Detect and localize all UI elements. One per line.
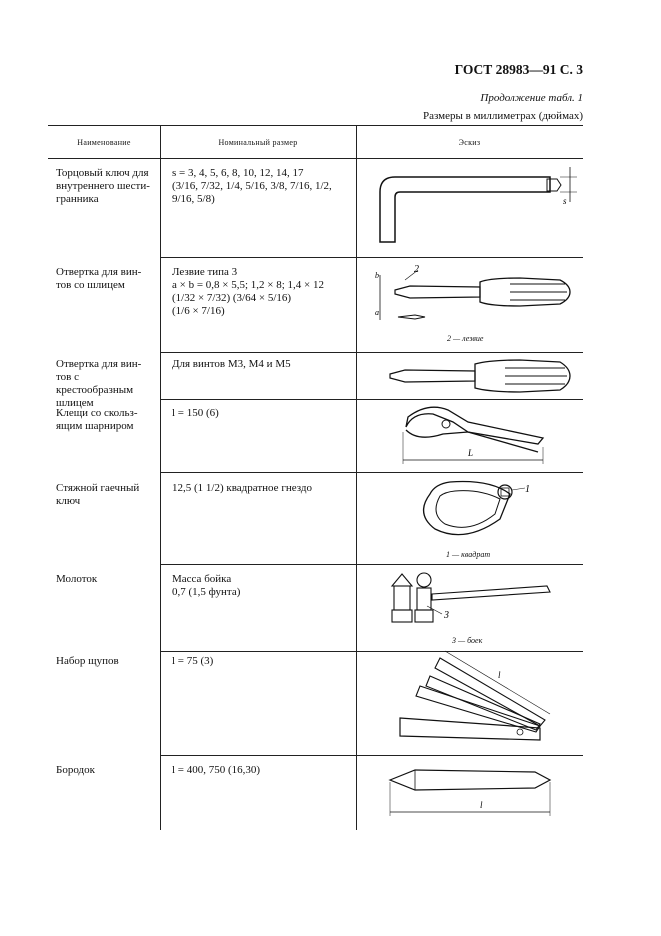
row-name-pliers: Клещи со скольз-ящим шарниром xyxy=(56,407,138,432)
hammer-icon xyxy=(382,566,557,631)
callout-3: 3 xyxy=(444,610,449,621)
row-size-hammer xyxy=(172,573,352,599)
column-divider-1 xyxy=(160,125,161,830)
slip-joint-pliers-icon xyxy=(398,402,558,467)
row-size-feeler-gauges: l = 75 (3) xyxy=(172,655,214,667)
units-note: Размеры в миллиметрах (дюймах) xyxy=(422,110,583,122)
row-separator xyxy=(160,472,583,473)
strap-wrench-icon xyxy=(410,474,550,549)
table-continuation: Продолжение табл. 1 xyxy=(480,92,583,104)
size-line: 9/16, 5/8) xyxy=(172,193,215,205)
drift-punch-icon xyxy=(385,760,560,820)
size-line: a × b = 0,8 × 5,5; 1,2 × 8; 1,4 × 12 xyxy=(172,279,325,291)
size-line: (1/6 × 7/16) xyxy=(172,305,225,317)
hex-key-icon xyxy=(365,162,580,252)
row-name-feeler-gauges: Набор щупов xyxy=(56,655,119,667)
row-name-hex-key: Торцовый ключ для внутреннего шести-гранника xyxy=(56,167,150,205)
row-name-strap-wrench: Стяжной гаечный ключ xyxy=(56,482,140,507)
feeler-gauge-set-icon xyxy=(390,648,555,743)
row-separator xyxy=(160,399,583,400)
caption-striker: 3 — боек xyxy=(452,636,483,645)
row-name-cross-screwdriver: Отвертка для вин-тов с крестообразным шлицем xyxy=(56,358,142,409)
caption-square: 1 — квадрат xyxy=(446,550,491,559)
dim-label-l: l xyxy=(498,670,501,680)
row-separator xyxy=(160,755,583,756)
slotted-screwdriver-icon xyxy=(370,260,575,335)
callout-1: 1 xyxy=(525,484,530,495)
column-header-name: Наименование xyxy=(77,138,131,147)
page-header: ГОСТ 28983—91 С. 3 xyxy=(454,62,583,77)
cross-screwdriver-icon xyxy=(380,356,580,396)
size-line: Лезвие типа 3 xyxy=(172,266,238,278)
size-line: s = 3, 4, 5, 6, 8, 10, 12, 14, 17 xyxy=(172,167,304,179)
row-name-drift-punch: Бородок xyxy=(56,764,95,776)
dim-label-L: L xyxy=(468,448,474,458)
row-name-hammer: Молоток xyxy=(56,573,98,585)
column-divider-2 xyxy=(356,125,357,830)
size-line: (1/32 × 7/32) (3/64 × 5/16) xyxy=(172,292,292,304)
dim-label-l: l xyxy=(480,800,483,810)
column-header-size: Номинальный размер xyxy=(218,138,298,147)
table-top-rule xyxy=(48,125,583,126)
header-bottom-rule xyxy=(48,158,583,159)
dim-label-s: s xyxy=(563,196,567,206)
row-size-hex-key xyxy=(172,167,352,206)
row-size-pliers: l = 150 (6) xyxy=(172,407,219,419)
size-line: 0,7 (1,5 фунта) xyxy=(172,586,241,598)
caption-blade: 2 — лезвие xyxy=(447,334,484,343)
size-line: Масса бойка xyxy=(172,573,232,585)
column-header-sketch: Эскиз xyxy=(458,138,481,147)
size-line: (3/16, 7/32, 1/4, 5/16, 3/8, 7/16, 1/2, xyxy=(172,180,332,192)
row-size-cross-screwdriver: Для винтов M3, M4 и M5 xyxy=(172,358,291,370)
row-size-drift-punch: l = 400, 750 (16,30) xyxy=(172,764,261,776)
row-name-slotted-screwdriver: Отвертка для вин-тов со шлицем xyxy=(56,266,142,291)
dim-label-a: a xyxy=(375,308,379,317)
callout-2: 2 xyxy=(414,264,419,275)
row-size-slotted-screwdriver xyxy=(172,266,352,318)
row-separator xyxy=(160,352,583,353)
dim-label-b: b xyxy=(375,271,379,280)
row-separator xyxy=(160,564,583,565)
row-separator xyxy=(160,257,583,258)
row-size-strap-wrench: 12,5 (1 1/2) квадратное гнездо xyxy=(172,482,312,494)
